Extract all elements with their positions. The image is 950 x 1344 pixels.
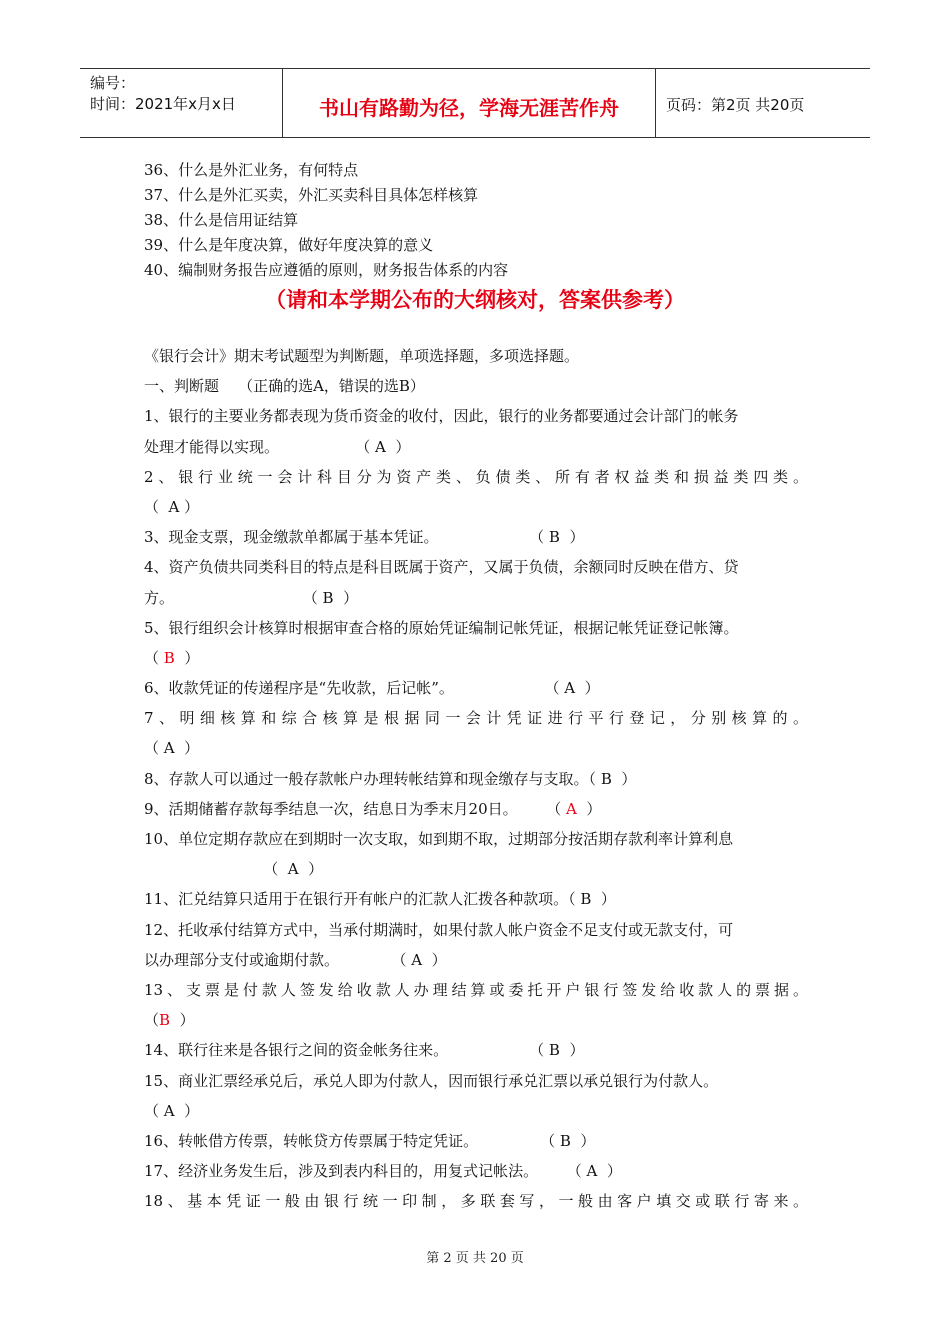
item-6: 6、收款凭证的传递程序是“先收款，后记帐”。 （ A ） (144, 679, 600, 698)
item-2-cont: （ A ） (144, 497, 200, 516)
list-item: 38、什么是信用证结算 (144, 211, 299, 229)
list-item: 37、什么是外汇买卖，外汇买卖科目具体怎样核算 (144, 186, 479, 204)
item-1-cont: 处理才能得以实现。 （ A ） (144, 437, 411, 456)
item-1: 1、银行的主要业务都表现为货币资金的收付，因此，银行的业务都要通过会计部门的帐务 (144, 407, 739, 426)
section-title: 一、判断题 （正确的选A，错误的选B） (144, 377, 425, 396)
item-16: 16、转帐借方传票，转帐贷方传票属于特定凭证。 （ B ） (144, 1131, 596, 1150)
notice-banner: （请和本学期公布的大纲核对，答案供参考） (265, 288, 685, 312)
answer-mark: B (159, 1011, 171, 1030)
list-item: 40、编制财务报告应遵循的原则，财务报告体系的内容 (144, 261, 509, 279)
item-12: 12、托收承付结算方式中，当承付期满时，如果付款人帐户资金不足支付或无款支付，可 (144, 920, 734, 939)
item-9 (144, 794, 808, 824)
item-13-cont (144, 1005, 808, 1035)
item-15: 15、商业汇票经承兑后，承兑人即为付款人，因而银行承兑汇票以承兑银行为付款人。 (144, 1071, 719, 1090)
item-3: 3、现金支票，现金缴款单都属于基本凭证。 （ B ） (144, 528, 585, 547)
item-18: 18、基本凭证一般由银行统一印制，多联套写，一般由客户填交或联行寄来。 (144, 1192, 808, 1211)
item-15-cont: （ A ） (144, 1101, 200, 1120)
item-7: 7、明细核算和综合核算是根据同一会计凭证进行平行登记，分别核算的。 (144, 709, 808, 728)
header-motto-cell (283, 69, 656, 137)
question-text: 9、活期储蓄存款每季结息一次，结息日为季末月20日。 （ (144, 799, 567, 818)
answer-pre: （ (144, 648, 164, 667)
answer-mark: A (566, 799, 577, 818)
item-10-cont: （ A ） (144, 860, 324, 879)
page-header (80, 68, 870, 138)
exam-body (144, 341, 808, 1216)
answer-post: ） (170, 1011, 195, 1030)
header-page-info: 页码：第2页 共20页 (666, 96, 805, 114)
item-12-cont: 以办理部分支付或逾期付款。 （ A ） (144, 950, 447, 969)
item-2: 2、银行业统一会计科目分为资产类、负债类、所有者权益类和损益类四类。 (144, 467, 808, 486)
item-5-cont (144, 643, 808, 673)
answer-post: ） (174, 648, 200, 667)
item-4-cont: 方。 （ B ） (144, 588, 359, 607)
doc-date-label: 时间：2021年x月x日 (90, 95, 236, 113)
item-5: 5、银行组织会计核算时根据审查合格的原始凭证编制记帐凭证，根据记帐凭证登记帐簿。 (144, 618, 739, 637)
page-footer: 第 2 页 共 20 页 (426, 1251, 524, 1266)
list-item: 39、什么是年度决算，做好年度决算的意义 (144, 236, 434, 254)
intro-text: 《银行会计》期末考试题型为判断题，单项选择题，多项选择题。 (144, 347, 580, 365)
item-17: 17、经济业务发生后，涉及到表内科目的，用复式记帐法。 （ A ） (144, 1162, 622, 1181)
answer-mark: B (163, 648, 175, 667)
header-left-cell (80, 69, 283, 137)
header-page-cell (656, 69, 870, 137)
item-11: 11、汇兑结算只适用于在银行开有帐户的汇款人汇拨各种款项。（ B ） (144, 890, 616, 909)
item-4: 4、资产负债共同类科目的特点是科目既属于资产，又属于负债，余额同时反映在借方、贷 (144, 558, 739, 577)
item-14: 14、联行往来是各银行之间的资金帐务往来。 （ B ） (144, 1041, 585, 1060)
answer-pre: （ (144, 1011, 160, 1030)
list-item: 36、什么是外汇业务，有何特点 (144, 161, 359, 179)
item-7-cont: （ A ） (144, 739, 200, 758)
answer-post: ） (576, 799, 602, 818)
item-8: 8、存款人可以通过一般存款帐户办理转帐结算和现金缴存与支取。（ B ） (144, 769, 637, 788)
item-13: 13、支票是付款人签发给收款人办理结算或委托开户银行签发给收款人的票据。 (144, 980, 808, 999)
question-list (144, 158, 508, 283)
header-motto: 书山有路勤为径，学海无涯苦作舟 (319, 96, 619, 120)
item-10: 10、单位定期存款应在到期时一次支取，如到期不取，过期部分按活期存款利率计算利息 (144, 830, 734, 848)
doc-id-label: 编号： (90, 74, 136, 92)
